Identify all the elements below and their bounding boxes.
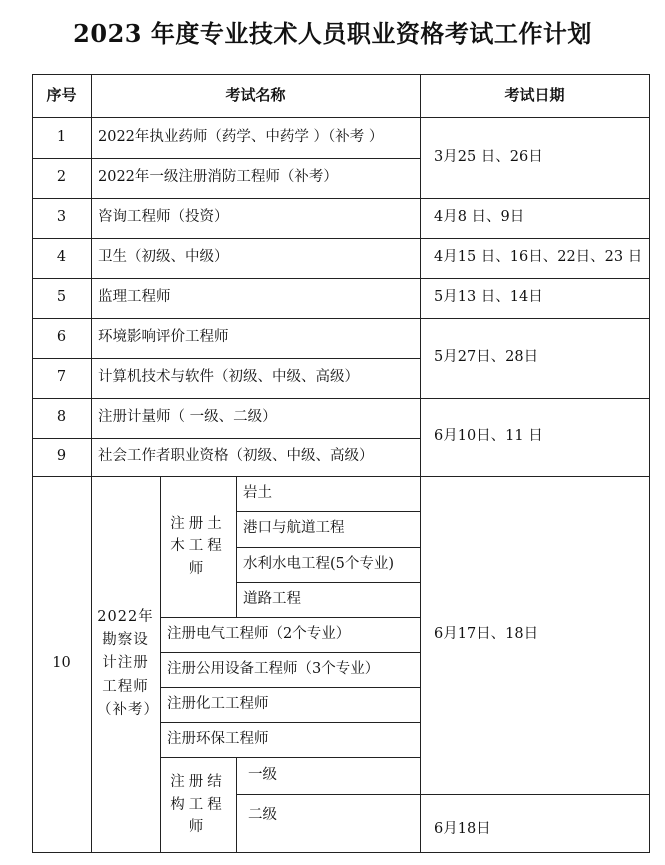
sub-exam-name: 岩土 <box>243 484 272 501</box>
exam-name: 社会工作者职业资格（初级、中级、高级） <box>98 448 374 465</box>
exam-name: 监理工程师 <box>98 289 171 306</box>
exam-date: 4月15 日、16日、22日、23 日 <box>434 249 643 266</box>
exam-date: 6月18日 <box>434 821 491 838</box>
sub-exam-name: 注册公用设备工程师（3个专业） <box>167 660 380 677</box>
header-exam-name: 考试名称 <box>225 86 286 105</box>
page-title: 2023 年度专业技术人员职业资格考试工作计划 <box>73 19 592 48</box>
exam-date: 6月10日、11 日 <box>434 428 543 445</box>
row-no: 3 <box>56 209 67 226</box>
exam-name: 计算机技术与软件（初级、中级、高级） <box>98 369 359 386</box>
sub-exam-name: 港口与航道工程 <box>243 520 345 537</box>
exam-name: 环境影响评价工程师 <box>98 329 229 346</box>
exam-date: 4月8 日、9日 <box>434 209 525 226</box>
sub-exam-name: 注册环保工程师 <box>167 730 269 747</box>
exam-name: 2022年执业药师（药学、中药学 ）（补考 ） <box>98 128 384 145</box>
row-no: 6 <box>56 329 67 346</box>
header-no: 序号 <box>46 86 77 105</box>
row-no: 10 <box>52 655 71 672</box>
row-no: 8 <box>56 409 67 426</box>
row-no: 7 <box>56 369 67 386</box>
exam-name: 卫生（初级、中级） <box>98 249 229 266</box>
row-no: 4 <box>56 249 67 266</box>
exam-name: 2022年一级注册消防工程师（补考） <box>98 169 338 186</box>
row-border <box>32 852 649 853</box>
sub-exam-name: 一级 <box>248 766 277 783</box>
sub-exam-name: 注册化工工程师 <box>167 695 269 712</box>
exam-group-name: 2022年勘察设计注册工程师（补考） <box>97 609 159 718</box>
civil-engineer-label: 注册土木工程师 <box>170 515 226 577</box>
exam-date: 3月25 日、26日 <box>434 148 543 165</box>
sub-exam-name: 道路工程 <box>243 590 301 607</box>
exam-date: 5月13 日、14日 <box>434 289 543 306</box>
row-no: 9 <box>56 448 67 465</box>
col-border <box>649 74 650 853</box>
sub-exam-name: 水利水电工程(5个专业) <box>243 555 395 572</box>
sub-exam-name: 注册电气工程师（2个专业） <box>167 625 351 642</box>
exam-date: 5月27日、28日 <box>434 349 539 366</box>
row-no: 1 <box>56 128 67 145</box>
structural-engineer-label: 注册结构工程师 <box>170 774 226 836</box>
exam-date: 6月17日、18日 <box>434 626 539 643</box>
exam-name: 咨询工程师（投资） <box>98 209 229 226</box>
row-no: 2 <box>56 169 67 186</box>
exam-name: 注册计量师（ 一级、二级） <box>98 409 277 426</box>
sub-exam-name: 二级 <box>248 807 277 824</box>
header-exam-date: 考试日期 <box>504 86 565 105</box>
row-no: 5 <box>56 289 67 306</box>
